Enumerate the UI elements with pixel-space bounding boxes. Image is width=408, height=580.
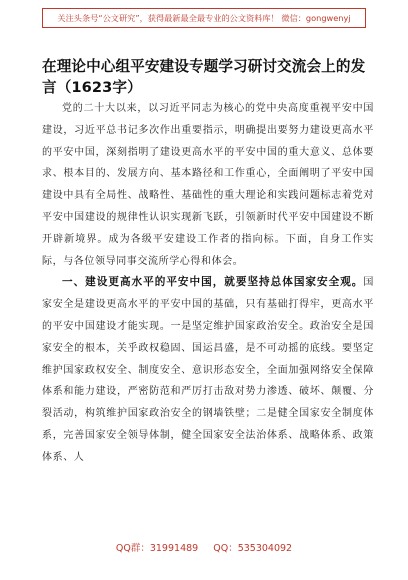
header-banner: 关注头条号“公文研究”，获得最新最全最专业的公文资料库！ 微信：gongwenyj xyxy=(42,8,366,28)
section-1-paragraph xyxy=(42,272,374,468)
footer-contact xyxy=(0,541,408,557)
section-1-body: 国家安全是建设更高水平的平安中国的基础，只有基础打得牢，更高水平的平安中国建设才能实现。一是坚定维护国家政治安全。政治安全是国家安全的根本，关乎政权稳固、国运昌盛，是不可动摇的底线。要坚定维护国家政权安全、制度安全、意识形态安全，全面加强网络安全保障体系和能力建设，严密防范和严厉打击敌对势力渗透、破坏、颠覆、分裂活动，构筑维护国家政治安全的钢墙铁壁；二是健全国家安全制度体系，完善国家安全领导体制，健全国家安全法治体系、战略体系、政策体系、人 xyxy=(42,277,374,463)
document-body xyxy=(42,98,374,469)
section-1-heading: 一、建设更高水平的平安中国，就要坚持总体国家安全观。 xyxy=(62,276,364,289)
footer-qq-group: QQ群：31991489 xyxy=(115,543,199,554)
footer-qq: QQ：535304092 xyxy=(213,543,293,554)
document-title: 在理论中心组平安建设专题学习研讨交流会上的发言（1623字） xyxy=(42,58,366,96)
intro-paragraph: 党的二十大以来，以习近平同志为核心的党中央高度重视平安中国建设，习近平总书记多次作出重要指示，明确提出要努力建设更高水平的平安中国，深刻指明了建设更高水平的平安中国的重大意义、总体要求、根本目的、发展方向、基本路径和工作重心，全面阐明了平安中国建设中具有全局性、战略性、基础性的重大理论和实践问题标志着党对平安中国建设的规律性认识实现新飞跃，引领新时代平安中国建设不断开辟新境界。成为各级平安建设工作者的指向标。下面，自身工作实际，与各位领导同事交流所学心得和体会。 xyxy=(42,103,374,267)
